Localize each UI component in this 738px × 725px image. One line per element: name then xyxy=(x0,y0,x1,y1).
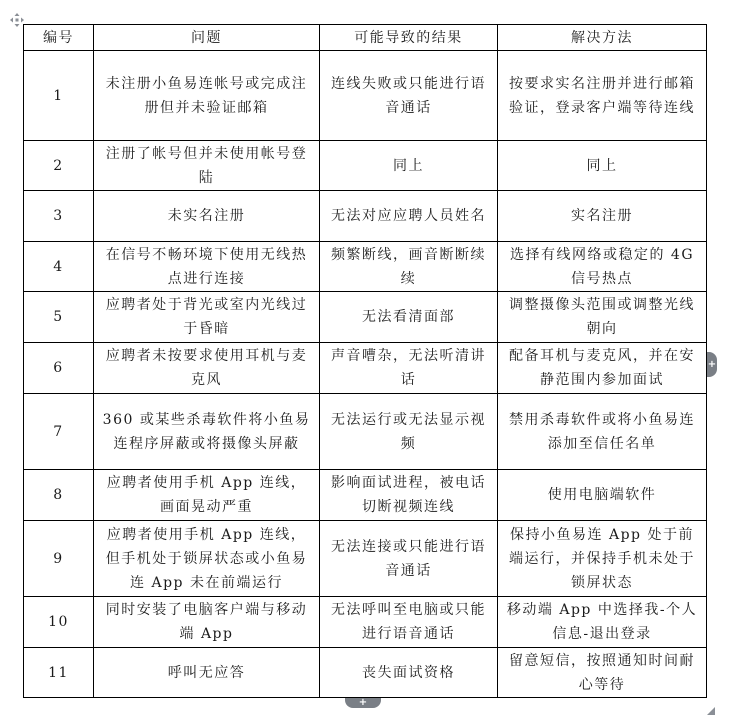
cell-result: 声音嘈杂，无法听清讲话 xyxy=(320,343,498,394)
cell-result: 影响面试进程，被电话切断视频连线 xyxy=(320,470,498,521)
header-solution: 解决方法 xyxy=(498,25,707,51)
table-move-handle-icon[interactable] xyxy=(10,12,24,26)
header-number: 编号 xyxy=(24,25,94,51)
table-header-row xyxy=(24,25,707,51)
cell-number: 6 xyxy=(24,343,94,394)
cell-result: 频繁断线，画音断断续续 xyxy=(320,242,498,292)
cell-problem: 应聘者处于背光或室内光线过于昏暗 xyxy=(94,292,320,343)
cell-result: 连线失败或只能进行语音通话 xyxy=(320,51,498,141)
cell-number: 2 xyxy=(24,141,94,191)
cell-problem: 应聘者未按要求使用耳机与麦克风 xyxy=(94,343,320,394)
cell-problem: 呼叫无应答 xyxy=(94,648,320,698)
cell-solution: 留意短信，按照通知时间耐心等待 xyxy=(498,648,707,698)
cell-result: 同上 xyxy=(320,141,498,191)
cell-number: 9 xyxy=(24,521,94,597)
cell-number: 4 xyxy=(24,242,94,292)
table-row xyxy=(24,242,707,292)
cell-problem: 应聘者使用手机 App 连线，但手机处于锁屏状态或小鱼易连 App 未在前端运行 xyxy=(94,521,320,597)
cell-solution: 选择有线网络或稳定的 4G 信号热点 xyxy=(498,242,707,292)
table-resize-handle-icon[interactable] xyxy=(707,700,715,708)
cell-solution: 实名注册 xyxy=(498,191,707,242)
cell-solution: 保持小鱼易连 App 处于前端运行，并保持手机未处于锁屏状态 xyxy=(498,521,707,597)
cell-solution: 按要求实名注册并进行邮箱验证，登录客户端等待连线 xyxy=(498,51,707,141)
table-row xyxy=(24,470,707,521)
cell-number: 3 xyxy=(24,191,94,242)
table-row xyxy=(24,141,707,191)
plus-icon: + xyxy=(358,697,368,708)
table-row xyxy=(24,521,707,597)
cell-solution: 禁用杀毒软件或将小鱼易连添加至信任名单 xyxy=(498,394,707,470)
cell-number: 5 xyxy=(24,292,94,343)
cell-number: 7 xyxy=(24,394,94,470)
cell-problem: 应聘者使用手机 App 连线，画面晃动严重 xyxy=(94,470,320,521)
cell-solution: 移动端 App 中选择我-个人信息-退出登录 xyxy=(498,597,707,648)
cell-number: 8 xyxy=(24,470,94,521)
table-row xyxy=(24,191,707,242)
table-row xyxy=(24,597,707,648)
cell-solution: 调整摄像头范围或调整光线朝向 xyxy=(498,292,707,343)
cell-problem: 在信号不畅环境下使用无线热点进行连接 xyxy=(94,242,320,292)
troubleshooting-table xyxy=(23,24,707,698)
cell-result: 无法看清面部 xyxy=(320,292,498,343)
plus-icon: + xyxy=(707,359,717,370)
cell-solution: 配备耳机与麦克风，并在安静范围内参加面试 xyxy=(498,343,707,394)
cell-number: 1 xyxy=(24,51,94,141)
cell-problem: 未实名注册 xyxy=(94,191,320,242)
cell-result: 无法运行或无法显示视频 xyxy=(320,394,498,470)
cell-problem: 注册了帐号但并未使用帐号登陆 xyxy=(94,141,320,191)
table-row xyxy=(24,51,707,141)
cell-result: 无法呼叫至电脑或只能进行语音通话 xyxy=(320,597,498,648)
header-result: 可能导致的结果 xyxy=(320,25,498,51)
cell-problem: 360 或某些杀毒软件将小鱼易连程序屏蔽或将摄像头屏蔽 xyxy=(94,394,320,470)
header-problem: 问题 xyxy=(94,25,320,51)
cell-number: 11 xyxy=(24,648,94,698)
table-row xyxy=(24,343,707,394)
table-row xyxy=(24,648,707,698)
cell-solution: 同上 xyxy=(498,141,707,191)
cell-result: 丧失面试资格 xyxy=(320,648,498,698)
add-column-button[interactable] xyxy=(707,352,717,377)
cell-number: 10 xyxy=(24,597,94,648)
cell-solution: 使用电脑端软件 xyxy=(498,470,707,521)
table-row xyxy=(24,292,707,343)
cell-result: 无法连接或只能进行语音通话 xyxy=(320,521,498,597)
table-row xyxy=(24,394,707,470)
cell-result: 无法对应应聘人员姓名 xyxy=(320,191,498,242)
cell-problem: 同时安装了电脑客户端与移动端 App xyxy=(94,597,320,648)
cell-problem: 未注册小鱼易连帐号或完成注册但并未验证邮箱 xyxy=(94,51,320,141)
add-row-button[interactable] xyxy=(345,698,381,708)
